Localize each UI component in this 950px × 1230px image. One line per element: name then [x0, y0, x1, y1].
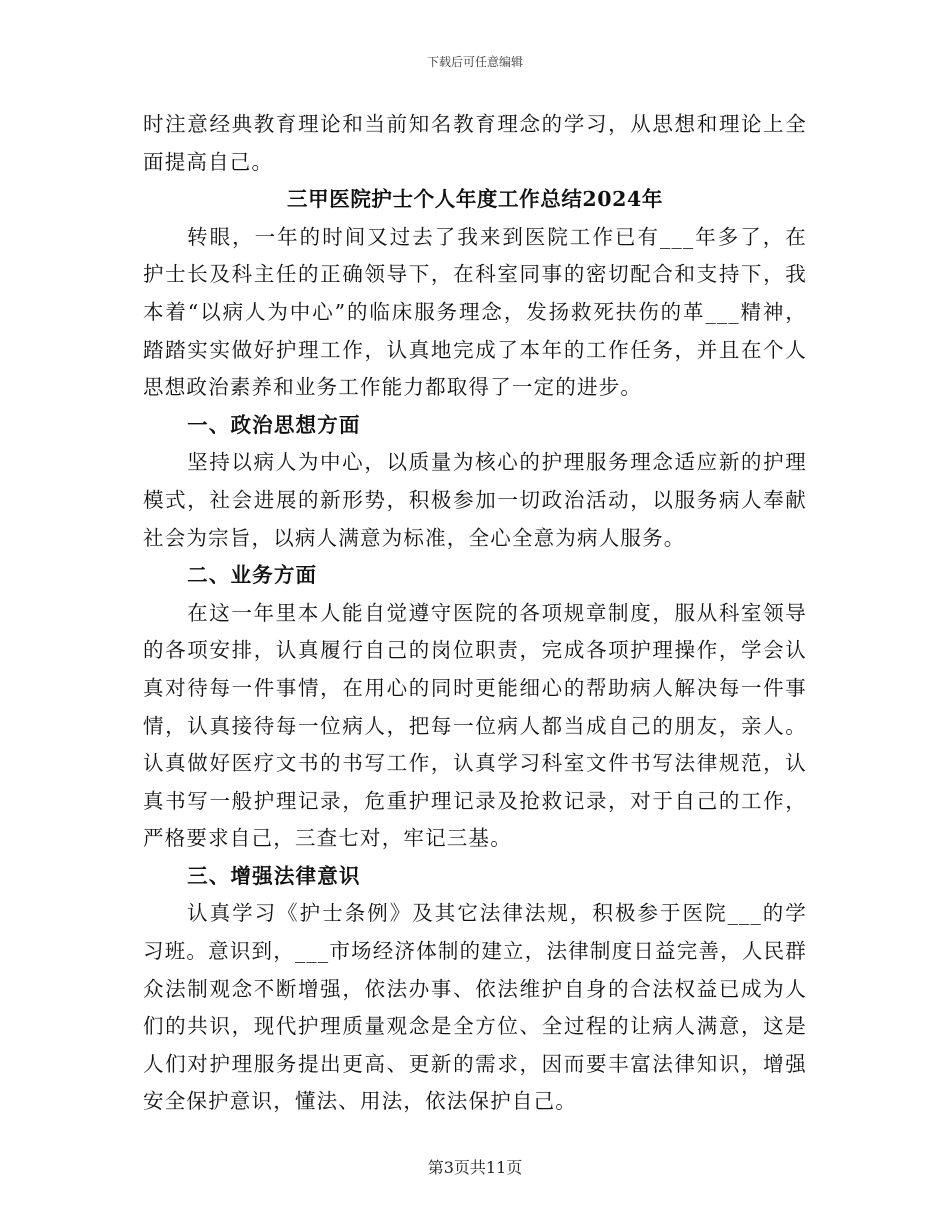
section-body-legal: 认真学习《护士条例》及其它法律法规，积极参于医院___的学习班。意识到，___市场经济体制的建立，法律制度日益完善，人民群众法制观念不断增强，依法办事、依法维护自身的合法权益已成为人们的共识，现代护理质量观念是全方位、全过程的让病人满意，这是人们对护理服务提出更高、更新的需求，因而要丰富法律知识，增强安全保护意识，懂法、用法，依法保护自己。 — [143, 901, 807, 1114]
intro-continuation-paragraph: 时注意经典教育理论和当前知名教育理念的学习，从思想和理论上全面提高自己。 — [143, 112, 807, 174]
section-heading-business: 二、业务方面 — [187, 563, 318, 588]
section-body-business: 在这一年里本人能自觉遵守医院的各项规章制度，服从科室领导的各项安排，认真履行自己的岗位职责，完成各项护理操作，学会认真对待每一件事情，在用心的同时更能细心的帮助病人解决每一件事情，认真接待每一位病人，把每一位病人都当成自己的朋友，亲人。认真做好医疗文书的书写工作，认真学习科室文件书写法律规范，认真书写一般护理记录，危重护理记录及抢救记录，对于自己的工作，严格要求自己，三查七对，牢记三基。 — [143, 600, 807, 851]
header-note: 下载后可任意编辑 — [426, 55, 523, 69]
document-title: 三甲医院护士个人年度工作总结2024年 — [287, 187, 663, 212]
page-number-footer: 第3页共11页 — [427, 1158, 523, 1177]
opening-paragraph: 转眼，一年的时间又过去了我来到医院工作已有___年多了，在护士长及科主任的正确领导下，在科室同事的密切配合和支持下，我本着“以病人为中心”的临床服务理念，发扬救死扶伤的革___精神，踏踏实实做好护理工作，认真地完成了本年的工作任务，并且在个人思想政治素养和业务工作能力都取得了一定的进步。 — [143, 224, 807, 400]
document-body — [143, 106, 807, 1121]
section-heading-political: 一、政治思想方面 — [187, 412, 361, 437]
section-heading-legal: 三、增强法律意识 — [187, 863, 361, 888]
section-body-political: 坚持以病人为中心，以质量为核心的护理服务理念适应新的护理模式，社会进展的新形势，积极参加一切政治活动，以服务病人奉献社会为宗旨，以病人满意为标准，全心全意为病人服务。 — [143, 450, 807, 550]
